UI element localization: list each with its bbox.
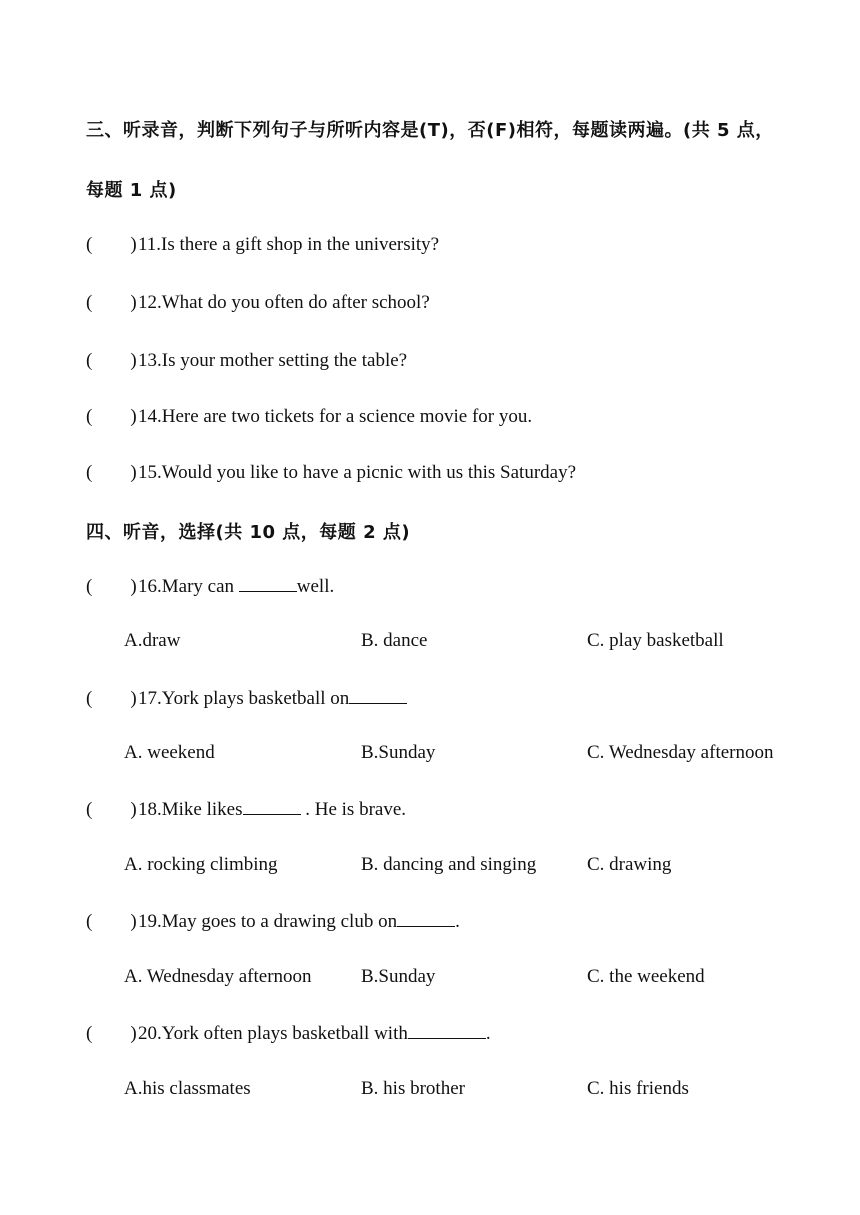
tf-item-14 xyxy=(86,406,532,428)
answer-paren[interactable]: ( ) xyxy=(86,576,137,597)
question-text-before: Mary can xyxy=(161,576,239,597)
answer-paren[interactable]: ( ) xyxy=(86,406,137,427)
question-text-before: May goes to a drawing club on xyxy=(161,911,398,932)
option-b[interactable]: B. dance xyxy=(361,630,428,651)
option-c[interactable]: C. play basketball xyxy=(587,630,724,651)
question-text-after: . xyxy=(455,911,460,932)
item-number: 13. xyxy=(138,350,162,371)
option-a[interactable]: A. Wednesday afternoon xyxy=(124,966,312,987)
option-c[interactable]: C. drawing xyxy=(587,854,672,875)
mc-question-18 xyxy=(86,798,406,821)
question-text-before: Mike likes xyxy=(161,799,243,820)
question-number: 20. xyxy=(138,1023,162,1044)
question-number: 16. xyxy=(138,576,162,597)
option-a[interactable]: A. weekend xyxy=(124,742,215,763)
answer-paren[interactable]: ( ) xyxy=(86,799,137,820)
item-number: 12. xyxy=(138,292,162,313)
answer-paren[interactable]: ( ) xyxy=(86,462,137,483)
tf-item-12 xyxy=(86,292,430,314)
item-number: 14. xyxy=(138,406,162,427)
option-c[interactable]: C. Wednesday afternoon xyxy=(587,742,774,763)
option-b[interactable]: B.Sunday xyxy=(361,742,436,763)
question-text-after: . xyxy=(485,1023,491,1044)
tf-item-15 xyxy=(86,462,576,484)
answer-blank[interactable] xyxy=(349,687,407,704)
item-text: What do you often do after school? xyxy=(161,292,430,313)
tf-item-11 xyxy=(86,234,439,256)
answer-blank[interactable] xyxy=(397,910,455,927)
section3-heading-line2: 每题 1 点) xyxy=(86,180,177,201)
option-c[interactable]: C. his friends xyxy=(587,1078,689,1099)
question-text-before: York often plays basketball with xyxy=(161,1023,408,1044)
question-text-after: well. xyxy=(296,576,335,597)
mc-question-19 xyxy=(86,910,460,933)
answer-paren[interactable]: ( ) xyxy=(86,350,137,371)
question-number: 19. xyxy=(138,911,162,932)
item-number: 11. xyxy=(138,234,162,255)
mc-question-20 xyxy=(86,1022,491,1045)
answer-blank[interactable] xyxy=(408,1022,486,1039)
answer-paren[interactable]: ( ) xyxy=(86,1023,137,1044)
answer-paren[interactable]: ( ) xyxy=(86,234,137,255)
item-number: 15. xyxy=(138,462,162,483)
option-c[interactable]: C. the weekend xyxy=(587,966,705,987)
section3-heading-line1: 三、听录音，判断下列句子与所听内容是(T)，否(F)相符，每题读两遍。(共 5 点， xyxy=(86,120,774,141)
item-text: Would you like to have a picnic with us this Saturday? xyxy=(161,462,577,483)
answer-blank[interactable] xyxy=(239,575,297,592)
answer-paren[interactable]: ( ) xyxy=(86,911,137,932)
question-number: 17. xyxy=(138,688,162,709)
answer-paren[interactable]: ( ) xyxy=(86,292,137,313)
question-text-after: . He is brave. xyxy=(300,799,407,820)
section4-heading: 四、听音，选择(共 10 点，每题 2 点) xyxy=(86,522,411,543)
option-b[interactable]: B. his brother xyxy=(361,1078,465,1099)
option-a[interactable]: A.draw xyxy=(124,630,181,651)
question-number: 18. xyxy=(138,799,162,820)
mc-question-16 xyxy=(86,575,334,598)
item-text: Is there a gift shop in the university? xyxy=(161,234,440,255)
answer-paren[interactable]: ( ) xyxy=(86,688,137,709)
question-text-before: York plays basketball on xyxy=(161,688,350,709)
option-a[interactable]: A. rocking climbing xyxy=(124,854,278,875)
tf-item-13 xyxy=(86,350,407,372)
option-b[interactable]: B. dancing and singing xyxy=(361,854,537,875)
mc-question-17 xyxy=(86,687,407,710)
item-text: Here are two tickets for a science movie for you. xyxy=(161,406,533,427)
answer-blank[interactable] xyxy=(243,798,301,815)
item-text: Is your mother setting the table? xyxy=(161,350,408,371)
option-b[interactable]: B.Sunday xyxy=(361,966,436,987)
option-a[interactable]: A.his classmates xyxy=(124,1078,251,1099)
